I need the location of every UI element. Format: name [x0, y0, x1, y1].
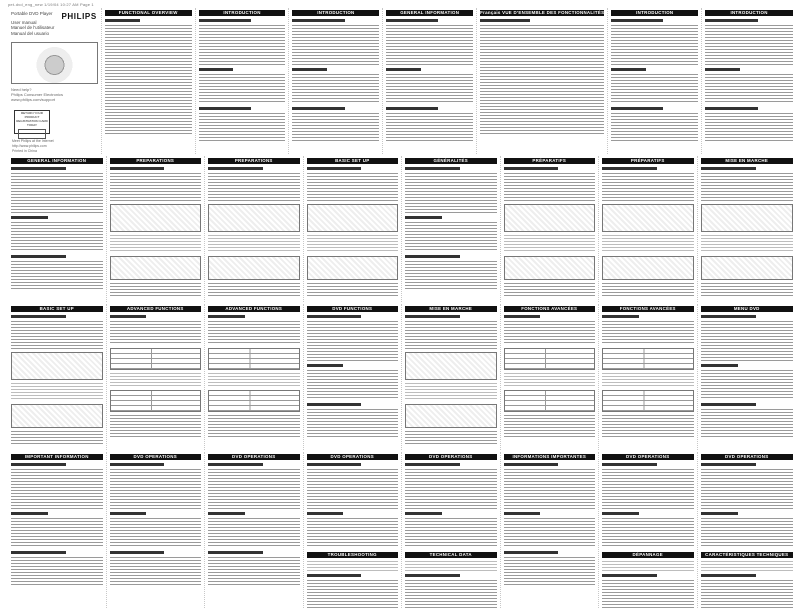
- manual-page: [304, 452, 403, 608]
- illustration: [405, 404, 497, 428]
- manual-page: [107, 156, 206, 302]
- page-title-bar: INFORMATIONS IMPORTANTES: [504, 454, 596, 460]
- section-title-bar: TECHNICAL DATA: [405, 552, 497, 558]
- manual-page: [402, 304, 501, 450]
- product-image: [11, 42, 98, 84]
- manual-page: [205, 452, 304, 608]
- manual-page: [599, 452, 698, 608]
- page-title-bar: DVD OPERATIONS: [110, 454, 202, 460]
- section-title-bar: TROUBLESHOOTING: [307, 552, 399, 558]
- print-header: pet-dvd_eng_new 1/19/04 10:27 AM Page 1: [8, 2, 94, 7]
- printed-in: Printed in China: [12, 149, 37, 153]
- page-title-bar: IMPORTANT INFORMATION: [11, 454, 103, 460]
- page-title-bar: Français VUE D'ENSEMBLE DES FONCTIONNALITÉS: [480, 10, 605, 15]
- illustration: [307, 256, 399, 280]
- illustration: [504, 256, 596, 280]
- registration-stamp: RETURN YOUR PRODUCT REGISTRATION CARD TODAY: [14, 110, 50, 134]
- manual-page: [402, 452, 501, 608]
- page-row-4: [8, 452, 796, 598]
- cover-footer: Meet Philips at the Internet http://www.philips.com: [12, 139, 54, 148]
- settings-table: [602, 390, 694, 412]
- manual-page: [107, 304, 206, 450]
- illustration: [701, 204, 794, 232]
- page-row-2: [8, 156, 796, 302]
- manual-page: [383, 8, 477, 154]
- settings-table: [110, 390, 202, 412]
- manual-page: [599, 304, 698, 450]
- page-title-bar: INTRODUCTION: [292, 10, 379, 16]
- settings-table: [504, 390, 596, 412]
- page-title-bar: MENU DVD: [701, 306, 794, 312]
- manual-page: [501, 452, 600, 608]
- illustration: [11, 352, 103, 380]
- cover-languages: User manual Manuel de l'utilisateur Manual del usuario: [11, 19, 55, 36]
- page-title-bar: GENERAL INFORMATION: [386, 10, 473, 16]
- manual-page: [501, 304, 600, 450]
- illustration: [602, 256, 694, 280]
- page-title-bar: PRÉPARATIFS: [504, 158, 596, 164]
- illustration: [602, 204, 694, 232]
- illustration: [208, 204, 300, 232]
- manual-sheet: [8, 8, 796, 600]
- section-title-bar: DÉPANNAGE: [602, 552, 694, 558]
- page-title-bar: FONCTIONS AVANCÉES: [602, 306, 694, 312]
- page-title-bar: INTRODUCTION: [705, 10, 793, 16]
- page-title-bar: MISE EN MARCHE: [405, 306, 497, 312]
- illustration: [504, 204, 596, 232]
- page-title-bar: DVD OPERATIONS: [208, 454, 300, 460]
- page-title-bar: BASIC SET UP: [307, 158, 399, 164]
- manual-page: [8, 156, 107, 302]
- page-title-bar: DVD OPERATIONS: [602, 454, 694, 460]
- manual-page: [698, 304, 797, 450]
- page-row-1: [8, 8, 796, 154]
- manual-page: [402, 156, 501, 302]
- manual-page: [8, 452, 107, 608]
- illustration: [307, 204, 399, 232]
- illustration: [110, 256, 202, 280]
- manual-page: [289, 8, 383, 154]
- page-title-bar: MISE EN MARCHE: [701, 158, 794, 164]
- manual-page: [698, 156, 797, 302]
- manual-page: [205, 156, 304, 302]
- page-title-bar: DVD OPERATIONS: [307, 454, 399, 460]
- illustration: [11, 404, 103, 428]
- page-title-bar: BASIC SET UP: [11, 306, 103, 312]
- manual-page: [702, 8, 796, 154]
- manual-page: [304, 304, 403, 450]
- page-title-bar: ADVANCED FUNCTIONS: [110, 306, 202, 312]
- manual-page: [102, 8, 196, 154]
- philips-logo: PHILIPS: [61, 12, 97, 21]
- settings-table: [208, 348, 300, 370]
- page-title-bar: DVD FUNCTIONS: [307, 306, 399, 312]
- illustration: [405, 352, 497, 380]
- manual-page: [8, 304, 107, 450]
- settings-table: [110, 348, 202, 370]
- manual-page: [107, 452, 206, 608]
- manual-page: [608, 8, 702, 154]
- manual-page: [196, 8, 290, 154]
- illustration: [110, 204, 202, 232]
- page-title-bar: DVD OPERATIONS: [405, 454, 497, 460]
- page-title-bar: INTRODUCTION: [199, 10, 286, 16]
- manual-page: [304, 156, 403, 302]
- manual-page: [501, 156, 600, 302]
- page-title-bar: FUNCTIONAL OVERVIEW: [105, 10, 192, 16]
- page-title-bar: ADVANCED FUNCTIONS: [208, 306, 300, 312]
- cover-info: Need help? Philips Consumer Electronics www.philips.com/support: [11, 87, 64, 102]
- manual-page: [8, 8, 102, 154]
- page-title-bar: FONCTIONS AVANCÉES: [504, 306, 596, 312]
- page-title-bar: PREPARATIONS: [208, 158, 300, 164]
- page-title-bar: GÉNÉRALITÉS: [405, 158, 497, 164]
- manual-page: [205, 304, 304, 450]
- manual-page: [599, 156, 698, 302]
- page-row-3: [8, 304, 796, 450]
- page-title-bar: GENERAL INFORMATION: [11, 158, 103, 164]
- settings-table: [602, 348, 694, 370]
- page-title-bar: PREPARATIONS: [110, 158, 202, 164]
- manual-page: [698, 452, 797, 608]
- page-title-bar: PRÉPARATIFS: [602, 158, 694, 164]
- illustration: [208, 256, 300, 280]
- page-title-bar: INTRODUCTION: [611, 10, 698, 16]
- section-title-bar: CARACTÉRISTIQUES TECHNIQUES: [701, 552, 794, 558]
- manual-page: [477, 8, 608, 154]
- settings-table: [208, 390, 300, 412]
- page-title-bar: DVD OPERATIONS: [701, 454, 794, 460]
- settings-table: [504, 348, 596, 370]
- illustration: [701, 256, 794, 280]
- cover-product: Portable DVD Player: [11, 11, 53, 16]
